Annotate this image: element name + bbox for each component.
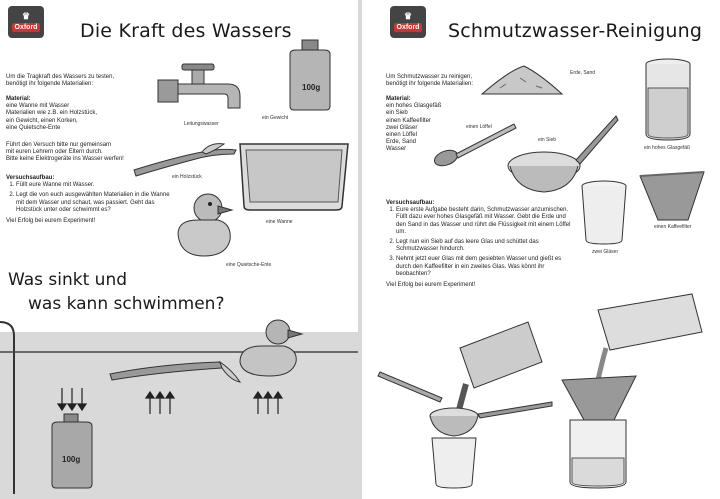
duck-label: eine Quietsche-Ente xyxy=(226,262,272,268)
sunk-weight-value: 100g xyxy=(62,455,81,464)
soil-label: Erde, Sand xyxy=(570,70,596,76)
setup-section: Versuchsaufbau: 1. Eure erste Aufgabe besteht darin, Schmutzwasser anzumischen. Füllt dazu ever hohes Glasgefäß mit Wasser. Gebt die Erde und den Sand in das Wasser und rührt die Flüssigkeit mit einem Löffel um. 2. Legt nun ein Sieb auf das leere Glas und schüttet das Schmutzwasser hindurch. 3. Nehmt jetzt euer Glas mit dem gesiebten Wasser und gießt es durch den Kaffeefilter in ein zweites Glas. Was könnt ihr beobachten? Viel Erfolg bei eurem Experiment! xyxy=(386,200,576,289)
tall-glass-label: ein hohes Glasgefäß xyxy=(644,145,691,151)
right-worksheet xyxy=(362,0,720,499)
oxford-logo: ♛ Oxford xyxy=(390,6,426,38)
spoon-label: einen Löffel xyxy=(466,124,492,130)
pouring-scene xyxy=(362,288,720,494)
step-item: 2. Legt nun ein Sieb auf das leere Glas und schüttet das Schmutzwasser hindurch. xyxy=(396,239,576,253)
step-item: 3. Nehmt jetzt euer Glas mit dem gesiebten Wasser und gießt es durch den Kaffeefilter in ein zweites Glas. Was könnt ihr beobachten? xyxy=(396,256,576,278)
page-title: Die Kraft des Wassers xyxy=(80,20,292,42)
step-item: 1. Füllt eure Wanne mit Wasser. xyxy=(16,182,176,189)
weight-value: 100g xyxy=(302,83,321,92)
weight-label: ein Gewicht xyxy=(262,115,289,121)
duck-illustration xyxy=(174,190,236,262)
tall-glass-illustration xyxy=(644,58,692,142)
wood-illustration xyxy=(132,140,242,178)
weight-illustration xyxy=(286,40,334,112)
soil-pile-illustration xyxy=(480,64,564,96)
coffee-filter-illustration xyxy=(636,170,708,222)
filter-label: einen Kaffeefilter xyxy=(654,224,692,230)
setup-section: Versuchsaufbau: 1. Füllt eure Wanne mit Wasser. 2. Legt die von euch ausgewählten Materialien in die Wanne mit dem Wasser und schaut, was passiert. Geht das Holzstück unter oder schwimmt es? Viel Erfolg bei eurem Experiment! xyxy=(6,175,176,225)
material-list: Material: ein hohes Glasgefäß ein Sieb einen Kaffeefilter zwei Gläser einen Löffel Erde, Sand Wasser xyxy=(386,96,442,153)
left-worksheet xyxy=(0,0,358,499)
two-glasses-label: zwei Gläser xyxy=(592,249,619,255)
tap-label: Leitungswasser xyxy=(184,121,219,127)
step-item: 2. Legt die von euch ausgewählten Materialien in die Wanne mit dem Wasser und schaut, was passiert. Geht das Holzstück unter oder schwimmt es? xyxy=(16,192,176,214)
two-glasses-illustration xyxy=(580,180,628,246)
oxford-logo: ♛ Oxford xyxy=(8,6,44,38)
intro-text: Um die Tragkraft des Wassers zu testen, benötigt ihr folgende Materialien: xyxy=(6,74,115,88)
crest-icon: ♛ xyxy=(21,11,31,21)
wood-label: ein Holzstück xyxy=(172,174,202,180)
tub-illustration xyxy=(236,140,352,214)
step-item: 1. Eure erste Aufgabe besteht darin, Schmutzwasser anzumischen. Füllt dazu ever hohes Glasgefäß mit Wasser. Gebt die Erde und den Sand in das Wasser und rührt die Flüssigkeit mit einem Löffel um. xyxy=(396,207,576,236)
sieve-label: ein Sieb xyxy=(538,137,557,143)
tap-illustration xyxy=(158,58,248,118)
material-list: Material: eine Wanne mit Wasser Materialien wie z.B. ein Holzstück, ein Gewicht, einen Korken, eine Quietsche-Ente xyxy=(6,96,98,131)
water-tank-scene xyxy=(0,322,358,499)
question-heading: Was sinkt und was kann schwimmen? xyxy=(8,270,225,314)
safety-note: Führt den Versuch bitte nur gemeinsam mit euren Lehrern oder Eltern durch. Bitte keine Elektrogeräte ins Wasser werfen! xyxy=(6,142,124,163)
intro-text: Um Schmutzwasser zu reinigen, benötigt ihr folgende Materialien: xyxy=(386,74,474,88)
tub-label: eine Wanne xyxy=(266,219,293,225)
page-title: Schmutzwasser-Reinigung xyxy=(448,20,703,42)
crest-icon: ♛ xyxy=(403,11,413,21)
